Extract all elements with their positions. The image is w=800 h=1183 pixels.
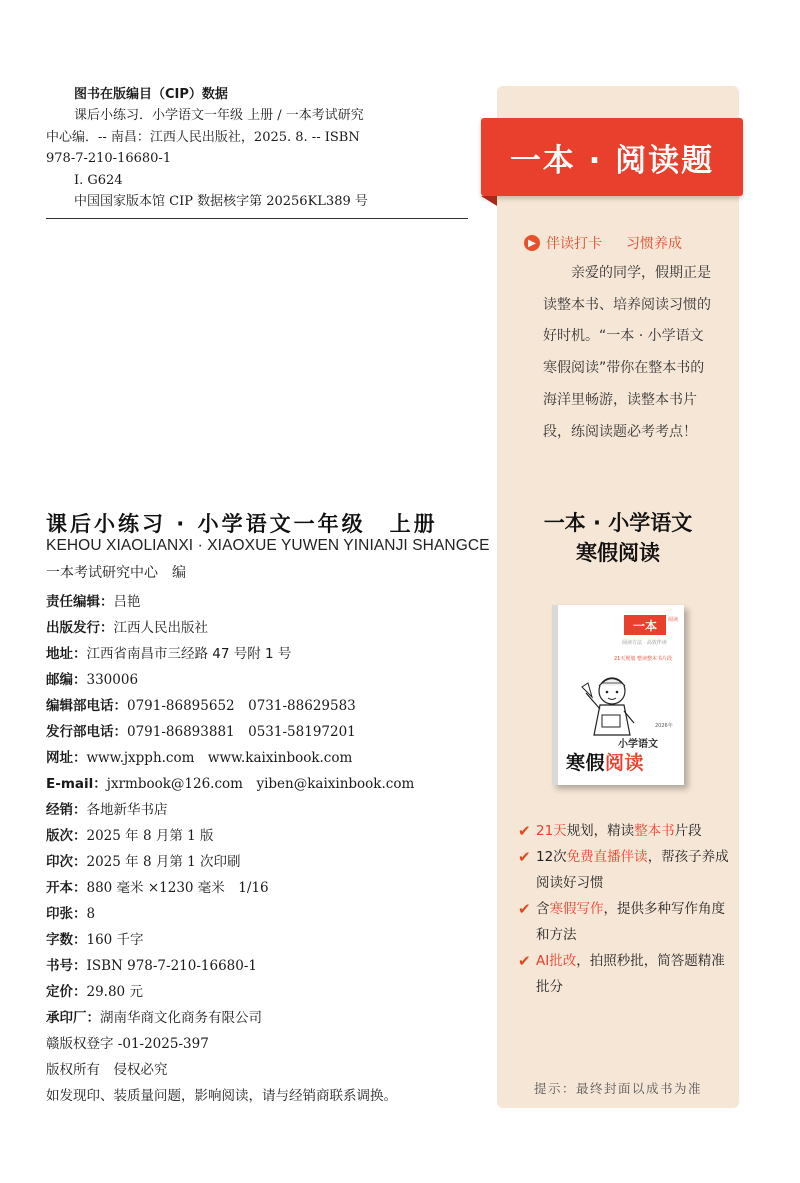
info-value: 880 毫米 ×1230 毫米 1/16 bbox=[86, 880, 269, 896]
info-value: 330006 bbox=[86, 672, 139, 688]
info-label: 网址： bbox=[46, 750, 87, 766]
feature-text bbox=[536, 844, 736, 896]
check-icon: ✔ bbox=[518, 952, 531, 970]
info-value: 版权所有 侵权必究 bbox=[46, 1062, 168, 1078]
info-value: 2025 年 8 月第 1 次印刷 bbox=[86, 854, 241, 870]
feature-part: 含 bbox=[536, 901, 550, 917]
info-label: 开本： bbox=[46, 880, 87, 896]
feature-part: 规划，精读 bbox=[566, 823, 635, 839]
info-label: 地址： bbox=[46, 646, 87, 662]
feature-text bbox=[536, 948, 736, 1000]
info-value: 2025 年 8 月第 1 版 bbox=[86, 828, 214, 844]
cover-spine bbox=[552, 605, 558, 785]
cip-divider bbox=[46, 218, 468, 219]
info-row bbox=[46, 719, 476, 745]
info-row bbox=[46, 823, 476, 849]
feature-item bbox=[518, 818, 736, 844]
book-cover-image bbox=[552, 605, 684, 785]
info-value: 吕艳 bbox=[113, 594, 141, 610]
info-label: 书号： bbox=[46, 958, 87, 974]
cover-subject: 小学语文 bbox=[618, 739, 658, 750]
promo-title-line: 一本 · 小学语文 bbox=[543, 511, 693, 535]
publication-info bbox=[46, 589, 476, 1109]
feature-item bbox=[518, 948, 736, 1000]
info-label: 印次： bbox=[46, 854, 87, 870]
cip-line: Ⅰ. G624 bbox=[74, 172, 123, 188]
promo-features bbox=[518, 818, 736, 1000]
info-row bbox=[46, 927, 476, 953]
book-title: 课后小练习 · 小学语文一年级 上册 bbox=[46, 512, 438, 536]
promo-intro-text: 亲爱的同学，假期正是读整本书、培养阅读习惯的好时机。“一本 · 小学语文寒假阅读”带你在整本书的海洋里畅游，读整本书片段，练阅读题必考考点！ bbox=[543, 265, 711, 440]
info-value: 各地新华书店 bbox=[86, 802, 168, 818]
info-label: 邮编： bbox=[46, 672, 87, 688]
info-value: 江西省南昌市三经路 47 号附 1 号 bbox=[86, 646, 292, 662]
info-value: 0791-86893881 0531-58197201 bbox=[127, 724, 356, 740]
info-row bbox=[46, 1057, 476, 1083]
info-row bbox=[46, 745, 476, 771]
info-row bbox=[46, 953, 476, 979]
feature-text bbox=[536, 818, 736, 844]
info-value: ISBN 978-7-210-16680-1 bbox=[86, 958, 258, 974]
info-value: jxrmbook@126.com yiben@kaixinbook.com bbox=[106, 776, 415, 792]
cip-line: 中心编．-- 南昌：江西人民出版社，2025. 8. -- ISBN bbox=[46, 129, 360, 145]
feature-highlight: AI批改 bbox=[536, 953, 577, 969]
feature-part: ，帮孩子养成阅读好习惯 bbox=[536, 849, 729, 891]
feature-highlight: 21天 bbox=[536, 823, 567, 839]
cover-year: 2026年 bbox=[655, 723, 673, 729]
info-value: 8 bbox=[86, 906, 96, 922]
feature-part: ，提供多种写作角度和方法 bbox=[536, 901, 725, 943]
info-label: 字数： bbox=[46, 932, 87, 948]
info-label: 出版发行： bbox=[46, 620, 114, 636]
info-row bbox=[46, 667, 476, 693]
info-value: 湖南华商文化商务有限公司 bbox=[100, 1010, 262, 1026]
promo-title bbox=[497, 508, 739, 568]
subheading-left: 伴读打卡 bbox=[546, 236, 602, 252]
feature-part: 片段 bbox=[674, 823, 702, 839]
info-value: 赣版权登字 -01-2025-397 bbox=[46, 1036, 209, 1052]
info-row bbox=[46, 641, 476, 667]
cip-block bbox=[46, 84, 470, 212]
info-label: 定价： bbox=[46, 984, 87, 1000]
info-value: 如发现印、装质量问题，影响阅读，请与经销商联系调换。 bbox=[46, 1088, 397, 1104]
cip-heading: 图书在版编目（CIP）数据 bbox=[74, 87, 228, 102]
promo-subheading bbox=[524, 233, 682, 253]
cover-main-title bbox=[566, 748, 644, 775]
cip-line: 978-7-210-16680-1 bbox=[46, 151, 172, 167]
cover-main-black: 寒假 bbox=[566, 752, 606, 774]
cip-line: 中国国家版本馆 CIP 数据核字第 20256KL389 号 bbox=[74, 194, 368, 210]
feature-highlight: 寒假写作 bbox=[549, 901, 604, 917]
info-row bbox=[46, 1083, 476, 1109]
cover-tagline: 阅读方法 · 高效伴读 bbox=[622, 640, 667, 646]
check-icon: ✔ bbox=[518, 900, 531, 918]
info-value: 0791-86895652 0731-88629583 bbox=[127, 698, 356, 714]
info-label: 印张： bbox=[46, 906, 87, 922]
book-pinyin: KEHOU XIAOLIANXI · XIAOXUE YUWEN YINIANJI SHANGCE bbox=[46, 537, 490, 554]
info-value: www.jxpph.com www.kaixinbook.com bbox=[86, 750, 353, 766]
cip-line: 课后小练习．小学语文一年级 上册 / 一本考试研究 bbox=[74, 108, 364, 124]
check-icon: ✔ bbox=[518, 822, 531, 840]
info-row bbox=[46, 849, 476, 875]
cover-logo-small: 阅读 bbox=[668, 617, 679, 623]
promo-note: 提示：最终封面以成书为准 bbox=[533, 1081, 702, 1096]
info-value: 江西人民出版社 bbox=[113, 620, 208, 636]
check-icon: ✔ bbox=[518, 848, 531, 866]
info-value: 160 千字 bbox=[86, 932, 144, 948]
info-row bbox=[46, 901, 476, 927]
info-row bbox=[46, 797, 476, 823]
info-row bbox=[46, 875, 476, 901]
info-row bbox=[46, 1005, 476, 1031]
subheading-right: 习惯养成 bbox=[626, 236, 682, 252]
promo-banner-text: 一本 · 阅读题 bbox=[509, 142, 715, 179]
feature-highlight: 整本书 bbox=[634, 823, 675, 839]
info-row bbox=[46, 589, 476, 615]
info-label: 编辑部电话： bbox=[46, 698, 127, 714]
cover-main-red: 阅读 bbox=[605, 752, 645, 774]
info-row bbox=[46, 771, 476, 797]
promo-title-line: 寒假阅读 bbox=[576, 541, 660, 565]
info-value: 29.80 元 bbox=[86, 984, 143, 1000]
info-label: 发行部电话： bbox=[46, 724, 127, 740]
info-row bbox=[46, 615, 476, 641]
cover-logo: 一本 bbox=[624, 615, 666, 635]
feature-part: ，拍照秒批，简答题精准批分 bbox=[536, 953, 725, 995]
info-label: 版次： bbox=[46, 828, 87, 844]
info-row bbox=[46, 1031, 476, 1057]
circle-arrow-right-icon: ▶ bbox=[524, 235, 540, 251]
banner-fold bbox=[481, 196, 497, 206]
cover-badge: 21天规划 整读整本书片段 bbox=[614, 656, 672, 662]
book-author: 一本考试研究中心 编 bbox=[46, 565, 186, 581]
promo-banner bbox=[481, 118, 743, 196]
feature-text bbox=[536, 896, 736, 948]
info-row bbox=[46, 693, 476, 719]
feature-highlight: 免费直播伴读 bbox=[566, 849, 648, 865]
child-reading-illustration bbox=[572, 653, 652, 743]
info-label: 经销： bbox=[46, 802, 87, 818]
feature-item bbox=[518, 896, 736, 948]
info-label: E-mail： bbox=[46, 776, 107, 792]
promo-intro bbox=[543, 258, 715, 448]
info-row bbox=[46, 979, 476, 1005]
feature-part: 12次 bbox=[536, 849, 567, 865]
info-label: 责任编辑： bbox=[46, 594, 114, 610]
info-label: 承印厂： bbox=[46, 1010, 100, 1026]
feature-item bbox=[518, 844, 736, 896]
